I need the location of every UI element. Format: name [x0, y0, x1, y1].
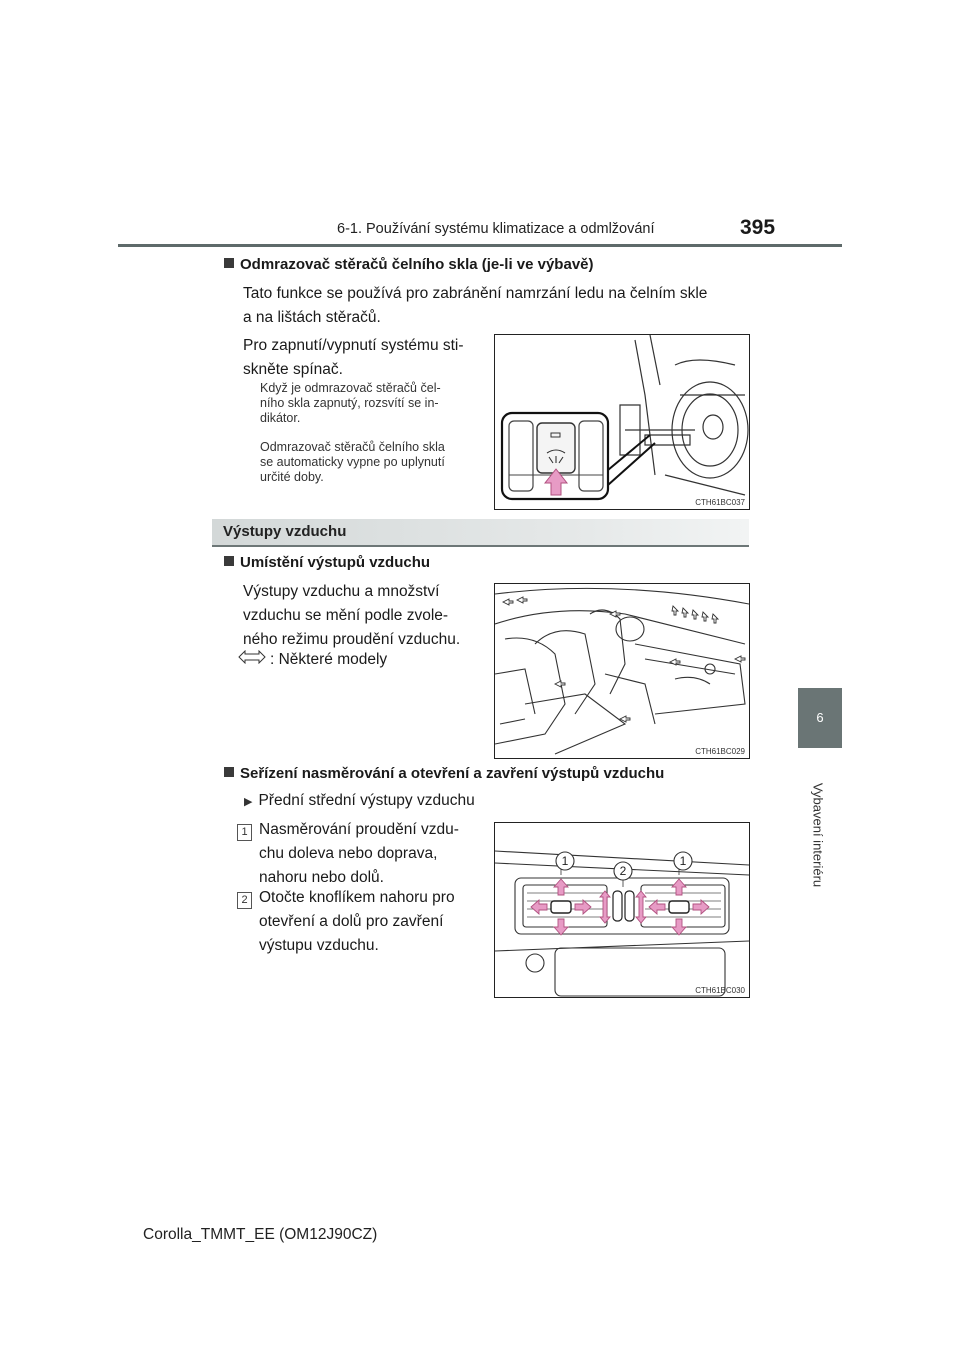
chapter-tab[interactable]: 6	[798, 688, 842, 748]
wiper-intro-line1: Tato funkce se používá pro zabránění namrzání ledu na čelním skle	[243, 285, 708, 302]
step-2-number	[237, 890, 252, 909]
section-rule	[212, 545, 749, 547]
wiper-intro-line2: a na lištách stěračů.	[243, 309, 381, 326]
outlet-location-heading	[224, 554, 430, 571]
outlet-adjust-figure	[494, 822, 750, 998]
location-line2: vzduchu se mění podle zvole-	[243, 607, 449, 624]
step-1-number	[237, 822, 252, 841]
outlet-location-text	[243, 580, 475, 652]
wiper-note2-line3: určité doby.	[260, 470, 324, 484]
step-2-text	[259, 886, 476, 958]
wiper-instruction-line2: skněte spínač.	[243, 361, 343, 378]
step-1-badge: 1	[237, 824, 252, 841]
figure-code: CTH61BC029	[695, 747, 745, 756]
header-rule	[118, 244, 842, 247]
figure-code: CTH61BC030	[695, 986, 745, 995]
wiper-note2-line1: Odmrazovač stěračů čelního skla	[260, 440, 445, 454]
wiper-note-2	[260, 440, 485, 485]
deicer-switch-illustration	[495, 335, 749, 509]
triangle-bullet-icon: ▶	[244, 796, 253, 808]
cabin-illustration	[495, 584, 749, 758]
step-1-text	[259, 818, 476, 890]
front-center-outlets-text: Přední střední výstupy vzduchu	[258, 792, 475, 809]
step2-line2: otevření a dolů pro zavření	[259, 913, 444, 930]
wiper-note1-line3: dikátor.	[260, 411, 301, 425]
vent-callout-1-right: 1	[679, 854, 687, 868]
front-center-outlets-label	[244, 789, 475, 814]
wiper-note2-line2: se automaticky vypne po uplynutí	[260, 455, 445, 469]
figure-code: CTH61BC037	[695, 498, 745, 507]
legend-text: : Některé modely	[270, 651, 388, 668]
chapter-title	[808, 770, 828, 900]
step1-line2: chu doleva nebo doprava,	[259, 845, 438, 862]
square-bullet-icon	[224, 556, 234, 566]
chapter-title-text: Vybavení interiéru	[810, 782, 826, 888]
outlet-location-heading-text: Umístění výstupů vzduchu	[240, 554, 431, 571]
location-line3: ného režimu proudění vzduchu.	[243, 631, 461, 648]
center-vents-illustration	[495, 823, 749, 997]
wiper-note1-line2: ního skla zapnutý, rozsvítí se in-	[260, 396, 439, 410]
vent-callout-1-left: 1	[561, 854, 569, 868]
step2-line1: Otočte knoflíkem nahoru pro	[259, 889, 455, 906]
outlet-location-figure	[494, 583, 750, 759]
wiper-instruction-line1: Pro zapnutí/vypnutí systému sti-	[243, 337, 464, 354]
vent-callout-2: 2	[619, 864, 627, 878]
wiper-deicer-heading	[224, 256, 594, 273]
page-number: 395	[740, 216, 776, 239]
step2-line3: výstupu vzduchu.	[259, 937, 379, 954]
wiper-deicer-heading-text: Odmrazovač stěračů čelního skla (je-li ve výbavě)	[240, 256, 594, 273]
step-2-badge: 2	[237, 892, 252, 909]
outlet-adjust-heading-text: Seřízení nasměrování a otevření a zavření výstupů vzduchu	[240, 765, 665, 782]
step1-line3: nahoru nebo dolů.	[259, 869, 384, 886]
deicer-switch-figure	[494, 334, 750, 510]
square-bullet-icon	[224, 258, 234, 268]
legend-arrow	[238, 650, 266, 669]
manual-id: Corolla_TMMT_EE (OM12J90CZ)	[143, 1226, 378, 1243]
double-arrow-icon	[238, 650, 266, 664]
square-bullet-icon	[224, 767, 234, 777]
air-outlets-section-bar	[212, 519, 749, 545]
header-section-title: 6-1. Používání systému klimatizace a odmlžování	[337, 221, 655, 237]
location-line1: Výstupy vzduchu a množství	[243, 583, 440, 600]
air-outlets-section-title: Výstupy vzduchu	[223, 523, 347, 540]
step1-line1: Nasměrování proudění vzdu-	[259, 821, 459, 838]
outlet-adjust-heading	[224, 765, 664, 782]
wiper-note-1	[260, 381, 485, 426]
wiper-note1-line1: Když je odmrazovač stěračů čel-	[260, 381, 441, 395]
